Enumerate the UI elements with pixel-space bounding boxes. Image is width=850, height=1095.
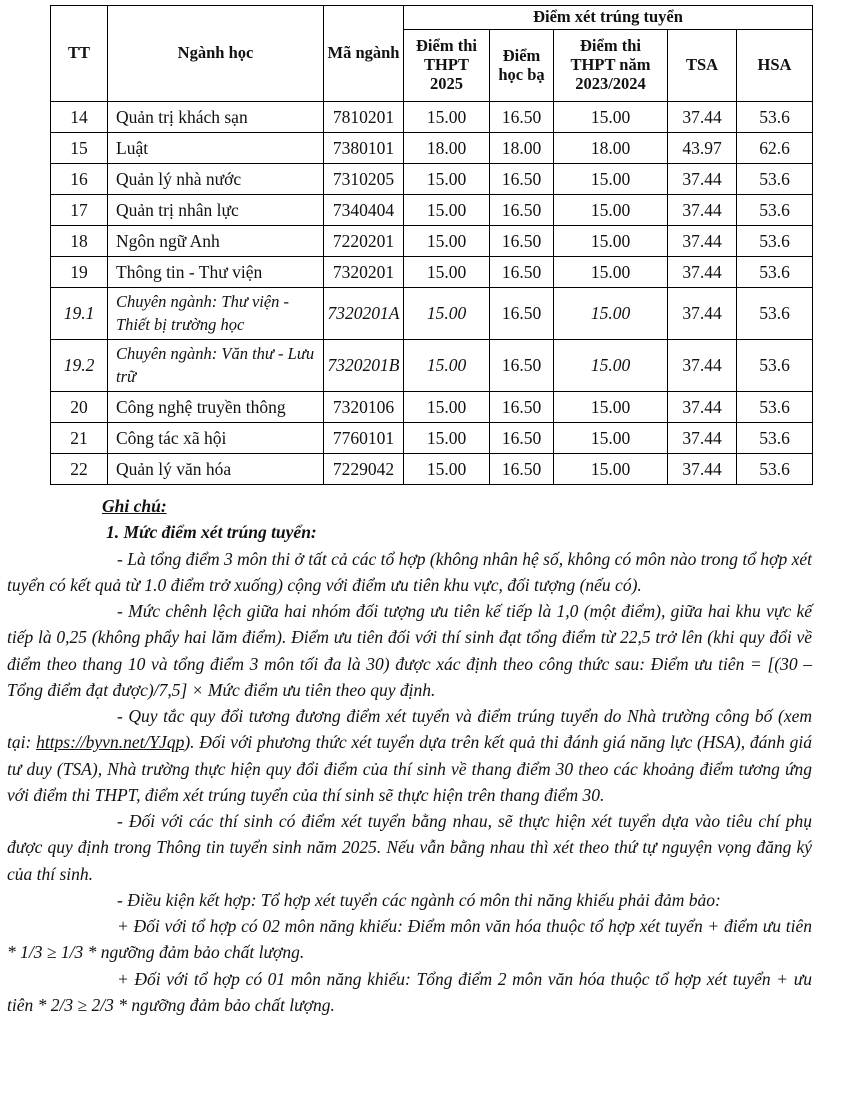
table-row xyxy=(51,164,813,195)
cell-tsa: 37.44 xyxy=(668,392,737,423)
cell-thpt: 15.00 xyxy=(404,257,490,288)
table-row xyxy=(51,454,813,485)
cell-tsa: 37.44 xyxy=(668,288,737,340)
cell-thpt: 15.00 xyxy=(404,423,490,454)
cell-hocba: 16.50 xyxy=(490,164,554,195)
cell-hocba: 16.50 xyxy=(490,195,554,226)
note-paragraph: - Là tổng điểm 3 môn thi ở tất cả các tổ hợp (không nhân hệ số, không có môn nào trong tổ hợp xét tuyển có kết quả từ 1.0 điểm trở xuống) cộng với điểm ưu tiên khu vực, đối tượng (nếu có). xyxy=(7,548,812,595)
cell-thpt-old: 15.00 xyxy=(554,288,668,340)
header-code: Mã ngành xyxy=(324,6,404,102)
cell-hsa: 62.6 xyxy=(737,133,813,164)
cell-thpt: 15.00 xyxy=(404,454,490,485)
cell-tt: 18 xyxy=(51,226,108,257)
note-paragraph: + Đối với tổ hợp có 01 môn năng khiếu: Tổng điểm 2 môn văn hóa thuộc tổ hợp xét tuyển + ưu tiên * 2/3 ≥ 2/3 * ngưỡng đảm bảo chất lượng. xyxy=(7,968,812,1015)
cell-hsa: 53.6 xyxy=(737,288,813,340)
cell-tt: 14 xyxy=(51,102,108,133)
cell-hocba: 18.00 xyxy=(490,133,554,164)
cell-code: 7320201B xyxy=(324,340,404,392)
table-row xyxy=(51,288,813,340)
cell-thpt-old: 15.00 xyxy=(554,423,668,454)
cell-thpt: 15.00 xyxy=(404,288,490,340)
cell-thpt: 15.00 xyxy=(404,226,490,257)
cell-code: 7229042 xyxy=(324,454,404,485)
note-paragraph xyxy=(7,703,812,808)
notes-title: Ghi chú: xyxy=(102,496,167,516)
cell-hocba: 16.50 xyxy=(490,454,554,485)
cell-major: Luật xyxy=(108,133,324,164)
cell-hsa: 53.6 xyxy=(737,257,813,288)
cell-hsa: 53.6 xyxy=(737,164,813,195)
conversion-rules-link[interactable]: https://byvn.net/YJqp xyxy=(36,732,185,753)
table-row xyxy=(51,226,813,257)
cell-tsa: 37.44 xyxy=(668,454,737,485)
cell-tsa: 37.44 xyxy=(668,102,737,133)
cell-thpt: 18.00 xyxy=(404,133,490,164)
notes-section xyxy=(7,493,812,1018)
table-row xyxy=(51,423,813,454)
cell-major: Quản trị khách sạn xyxy=(108,102,324,133)
cell-tt: 15 xyxy=(51,133,108,164)
cell-hocba: 16.50 xyxy=(490,226,554,257)
cell-hocba: 16.50 xyxy=(490,392,554,423)
cell-thpt-old: 15.00 xyxy=(554,454,668,485)
cell-tsa: 37.44 xyxy=(668,257,737,288)
note-text: ). Đối với phương thức xét tuyển dựa trên kết quả thi đánh giá năng lực (HSA), đánh giá tư duy (TSA), Nhà trường thực hiện quy đổi điểm của thí sinh về thang điểm 30 theo các khoảng điểm tương ứng với điểm thi THPT, điểm xét trúng tuyển của thí sinh sẽ thực hiện trên thang điểm 30. xyxy=(7,732,812,805)
table-row xyxy=(51,340,813,392)
cell-major: Quản lý văn hóa xyxy=(108,454,324,485)
cell-major: Ngôn ngữ Anh xyxy=(108,226,324,257)
header-hsa: HSA xyxy=(737,30,813,102)
cell-major: Chuyên ngành: Thư viện - Thiết bị trường học xyxy=(108,288,324,340)
cell-hocba: 16.50 xyxy=(490,423,554,454)
cell-hocba: 16.50 xyxy=(490,288,554,340)
cell-code: 7380101 xyxy=(324,133,404,164)
notes-subtitle: 1. Mức điểm xét trúng tuyển: xyxy=(106,522,317,543)
note-paragraph: + Đối với tổ hợp có 02 môn năng khiếu: Điểm môn văn hóa thuộc tổ hợp xét tuyển + điểm ưu tiên * 1/3 ≥ 1/3 * ngưỡng đảm bảo chất lượng. xyxy=(7,916,812,963)
cell-code: 7310205 xyxy=(324,164,404,195)
header-tsa: TSA xyxy=(668,30,737,102)
cell-hsa: 53.6 xyxy=(737,340,813,392)
header-score-group: Điểm xét trúng tuyển xyxy=(404,6,813,30)
cell-thpt-old: 15.00 xyxy=(554,226,668,257)
cell-major: Công nghệ truyền thông xyxy=(108,392,324,423)
cell-code: 7320201 xyxy=(324,257,404,288)
cell-thpt-old: 15.00 xyxy=(554,164,668,195)
cell-tsa: 37.44 xyxy=(668,226,737,257)
note-text: - Quy tắc quy đổi tương đương điểm xét tuyển và điểm trúng tuyển do Nhà trường công bố (xem tại: xyxy=(7,706,812,753)
table-row xyxy=(51,392,813,423)
cell-hsa: 53.6 xyxy=(737,392,813,423)
cell-tt: 16 xyxy=(51,164,108,195)
cell-thpt: 15.00 xyxy=(404,164,490,195)
cell-major: Công tác xã hội xyxy=(108,423,324,454)
cell-tt: 20 xyxy=(51,392,108,423)
cell-thpt-old: 15.00 xyxy=(554,195,668,226)
cell-thpt: 15.00 xyxy=(404,195,490,226)
cell-hocba: 16.50 xyxy=(490,257,554,288)
table-row xyxy=(51,133,813,164)
cell-thpt-old: 15.00 xyxy=(554,102,668,133)
cell-hsa: 53.6 xyxy=(737,454,813,485)
cell-tt: 21 xyxy=(51,423,108,454)
cell-thpt-old: 15.00 xyxy=(554,257,668,288)
cell-hsa: 53.6 xyxy=(737,423,813,454)
cell-major: Quản lý nhà nước xyxy=(108,164,324,195)
cell-code: 7320201A xyxy=(324,288,404,340)
cell-code: 7320106 xyxy=(324,392,404,423)
cell-tsa: 43.97 xyxy=(668,133,737,164)
cell-tt: 19.1 xyxy=(51,288,108,340)
table-row xyxy=(51,257,813,288)
note-paragraph: - Điều kiện kết hợp: Tổ hợp xét tuyển các ngành có môn thi năng khiếu phải đảm bảo: xyxy=(117,889,721,910)
cell-tt: 19.2 xyxy=(51,340,108,392)
cell-major: Chuyên ngành: Văn thư - Lưu trữ xyxy=(108,340,324,392)
cell-major: Thông tin - Thư viện xyxy=(108,257,324,288)
cell-tt: 22 xyxy=(51,454,108,485)
cell-tt: 19 xyxy=(51,257,108,288)
header-hoc-ba: Điểm học bạ xyxy=(490,30,554,102)
cell-tsa: 37.44 xyxy=(668,195,737,226)
cell-thpt-old: 18.00 xyxy=(554,133,668,164)
cell-tt: 17 xyxy=(51,195,108,226)
cell-code: 7340404 xyxy=(324,195,404,226)
cell-tsa: 37.44 xyxy=(668,340,737,392)
cell-thpt: 15.00 xyxy=(404,102,490,133)
cell-tsa: 37.44 xyxy=(668,423,737,454)
note-paragraph: - Mức chênh lệch giữa hai nhóm đối tượng ưu tiên kế tiếp là 1,0 (một điểm), giữa hai khu vực kế tiếp là 0,25 (không phẩy hai lăm điểm). Điểm ưu tiên đối với thí sinh đạt tổng điểm từ 22,5 trở lên (khi quy đổi về điểm theo thang 10 và tổng điểm 3 môn tối đa là 30) được xác định theo công thức sau: Điểm ưu tiên = [(30 – Tổng điểm đạt được)/7,5] × Mức điểm ưu tiên theo quy định. xyxy=(7,601,812,700)
header-thpt-2025: Điểm thi THPT 2025 xyxy=(404,30,490,102)
cell-hsa: 53.6 xyxy=(737,195,813,226)
cell-hocba: 16.50 xyxy=(490,340,554,392)
cell-code: 7760101 xyxy=(324,423,404,454)
cell-hocba: 16.50 xyxy=(490,102,554,133)
admission-score-table xyxy=(50,5,813,485)
header-thpt-old: Điểm thi THPT năm 2023/2024 xyxy=(554,30,668,102)
note-paragraph: - Đối với các thí sinh có điểm xét tuyển bằng nhau, sẽ thực hiện xét tuyển dựa vào tiêu chí phụ được quy định trong Thông tin tuyển sinh năm 2025. Nếu vẫn bằng nhau thì xét theo thứ tự nguyện vọng đăng ký của thí sinh. xyxy=(7,811,812,884)
header-tt: TT xyxy=(51,6,108,102)
cell-thpt-old: 15.00 xyxy=(554,340,668,392)
cell-major: Quản trị nhân lực xyxy=(108,195,324,226)
table-row xyxy=(51,195,813,226)
cell-thpt-old: 15.00 xyxy=(554,392,668,423)
cell-hsa: 53.6 xyxy=(737,226,813,257)
header-major: Ngành học xyxy=(108,6,324,102)
cell-hsa: 53.6 xyxy=(737,102,813,133)
cell-tsa: 37.44 xyxy=(668,164,737,195)
cell-thpt: 15.00 xyxy=(404,340,490,392)
cell-code: 7810201 xyxy=(324,102,404,133)
cell-code: 7220201 xyxy=(324,226,404,257)
table-row xyxy=(51,102,813,133)
cell-thpt: 15.00 xyxy=(404,392,490,423)
